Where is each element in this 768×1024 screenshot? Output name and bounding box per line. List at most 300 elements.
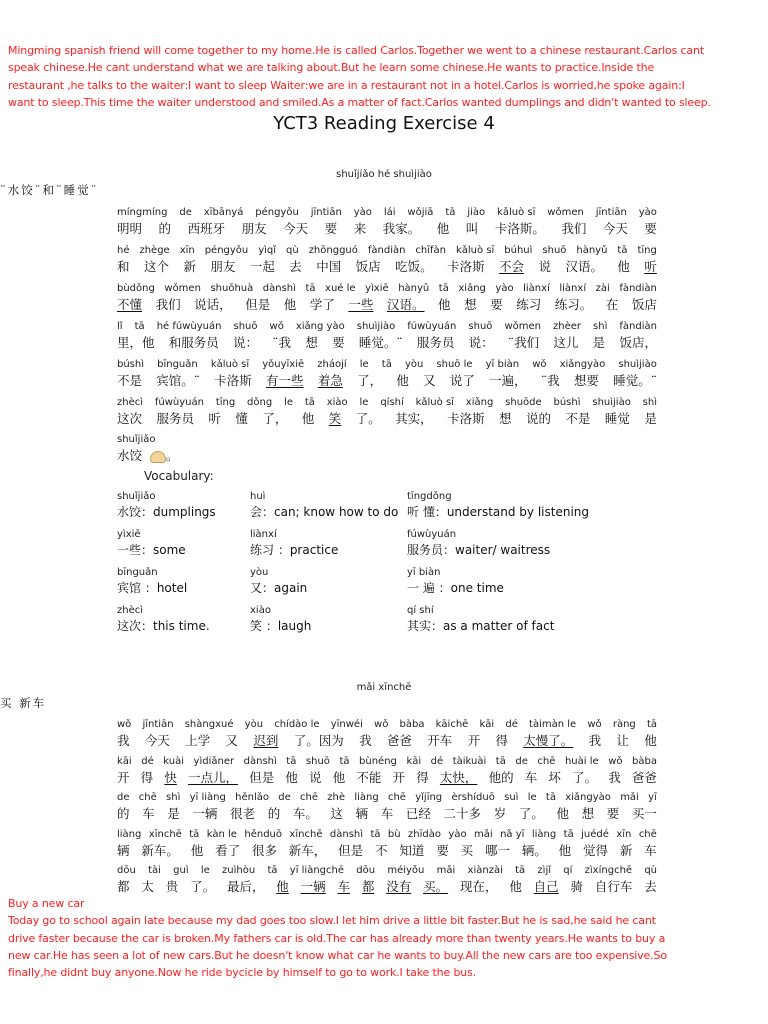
- vocabulary-heading: Vocabulary:: [144, 469, 214, 483]
- hanzi-word: 中国: [316, 259, 342, 274]
- hanzi-word: 这次: [117, 411, 143, 426]
- pinyin-word: ràng: [612, 719, 636, 730]
- hanzi-line: [117, 296, 657, 313]
- vocab-pinyin: yòu: [250, 567, 269, 578]
- hanzi-word: 睡觉: [604, 411, 630, 426]
- hanzi-word: 自己: [533, 879, 559, 894]
- hanzi-word: 他: [301, 411, 315, 426]
- hanzi-word: 说了: [449, 373, 475, 388]
- pinyin-word: juédé: [581, 828, 609, 840]
- pinyin-word: yǒuyīxiē: [262, 359, 305, 370]
- hanzi-word: 不懂: [117, 297, 143, 312]
- text-row: [117, 864, 657, 895]
- pinyin-word: kāi: [117, 755, 132, 767]
- hanzi-word: 看了: [215, 842, 241, 858]
- hanzi-word: 其实，: [395, 411, 433, 426]
- pinyin-word: xiǎngyào: [559, 359, 606, 370]
- pinyin-word: jiào: [467, 207, 486, 218]
- pinyin-word: tā: [646, 719, 657, 730]
- hanzi-word: 朋友: [210, 259, 236, 274]
- vocab-pinyin: shuǐjiǎo: [117, 491, 156, 502]
- story1-last-row: shuǐjiǎo 水饺 。: [117, 433, 657, 464]
- text-row: [117, 320, 657, 351]
- pinyin-word: wǒjiā: [407, 207, 434, 218]
- pinyin-word: yòu: [244, 719, 264, 730]
- hanzi-word: 汉语。: [386, 297, 425, 312]
- hanzi-word: 岁: [493, 806, 507, 821]
- hanzi-word: 开车: [427, 733, 453, 748]
- hanzi-word: 叫: [465, 221, 479, 236]
- hanzi-word: 现在，: [459, 879, 498, 894]
- pinyin-word: shuōde: [505, 397, 542, 408]
- pinyin-word: shuìjiào: [618, 359, 657, 370]
- hanzi-word: 得: [416, 769, 429, 785]
- hanzi-word: 不: [375, 842, 388, 858]
- pinyin-word: zhèer: [553, 321, 582, 332]
- hanzi-word: 新: [183, 259, 196, 274]
- hanzi-word: 卡洛斯: [447, 259, 485, 274]
- vocab-pinyin: xiào: [250, 605, 271, 616]
- hanzi-word: 一起: [249, 259, 275, 274]
- hanzi-word: 他: [283, 297, 297, 312]
- pinyin-word: de: [278, 792, 291, 803]
- hanzi-word: 了，: [357, 373, 383, 388]
- story2-title-hanzi: 买 新车: [0, 696, 47, 710]
- hanzi-word: 不能: [356, 769, 382, 785]
- pinyin-word: kāi: [479, 719, 495, 730]
- pinyin-word: hànyǔ: [398, 283, 430, 294]
- note-line: restaurant ,he talks to the waiter:I want to sleep Waiter:we are in a restaurant not in a hotel.Carlos is worried,he spoke again:I: [8, 78, 685, 92]
- hanzi-word: 一辆: [192, 806, 218, 821]
- hanzi-word: 今天: [602, 221, 628, 236]
- pinyin-word: tā: [134, 321, 145, 332]
- hanzi-line: [117, 732, 657, 749]
- hanzi-word: 要: [436, 842, 449, 858]
- pinyin-word: le: [200, 865, 210, 876]
- text-row: [117, 718, 657, 749]
- hanzi-word: 今天: [144, 733, 170, 748]
- vocab-definition: 宾馆 ：hotel: [117, 581, 188, 595]
- hanzi-word: 让: [616, 733, 629, 748]
- pinyin-line: [117, 718, 657, 732]
- hanzi-word: 哪一: [484, 842, 510, 858]
- hanzi-word: 车: [644, 842, 657, 858]
- pinyin-word: yào: [448, 828, 467, 840]
- pinyin-word: wǒ: [269, 321, 284, 332]
- pinyin-word: le: [527, 792, 537, 803]
- pinyin-word: búhuì: [504, 245, 533, 256]
- hanzi-word: 买一: [631, 806, 657, 821]
- pinyin-word: tā: [617, 245, 628, 256]
- hanzi-word: 这: [330, 806, 343, 821]
- pinyin-word: qí: [563, 865, 573, 876]
- hanzi-word: 太快，: [439, 769, 478, 785]
- hanzi-word: 说话，: [194, 297, 232, 312]
- hanzi-word: 我家。: [382, 221, 421, 236]
- pinyin-word: hànyǔ: [576, 245, 608, 256]
- hanzi-word: 了。: [190, 879, 216, 894]
- pinyin-word: tā: [563, 828, 574, 840]
- hanzi-word: 车: [380, 806, 394, 821]
- hanzi-word: 想要: [573, 373, 599, 388]
- pinyin-word: wǒ: [532, 359, 547, 370]
- note-line: new car.He has seen a lot of new cars.But he doesn't know what car he wants to buy.All the new cars are too expensive.So: [8, 948, 667, 962]
- hanzi-word: 要: [606, 806, 620, 821]
- note-line: Mingming spanish friend will come together to my home.He is called Carlos.Together we went to a chinese restaurant.Carlos cant: [8, 44, 704, 57]
- pinyin-word: tàimàn le: [529, 719, 577, 730]
- hanzi-word: 是: [644, 411, 657, 426]
- text-row: [117, 244, 657, 275]
- hanzi-line: [117, 410, 657, 427]
- pinyin-word: shuìjiào: [592, 397, 631, 408]
- pinyin-word: wǒmen: [164, 283, 201, 294]
- pinyin-word: lái: [383, 207, 396, 218]
- pinyin-word: zhècì: [117, 397, 144, 408]
- hanzi-word: 里，他: [117, 335, 155, 350]
- pinyin-word: mǎi: [436, 865, 456, 876]
- hanzi-word: 得: [495, 733, 508, 748]
- pinyin-line: [117, 828, 657, 842]
- pinyin-word: zhè: [327, 792, 346, 803]
- hanzi-word: 了。因为: [293, 733, 344, 748]
- pinyin-word: bàba: [399, 719, 425, 730]
- hanzi-word: 我们: [155, 297, 181, 312]
- pinyin-line: [117, 320, 657, 334]
- hanzi-word: 很老: [230, 806, 256, 821]
- hanzi-word: 朋友: [241, 221, 267, 236]
- pinyin-word: xiǎng yào: [295, 321, 345, 332]
- hanzi-word: 辆。: [521, 842, 547, 858]
- pinyin-word: jīntiān: [142, 719, 174, 730]
- hanzi-word: 都: [361, 879, 375, 894]
- hanzi-word: 已经: [405, 806, 431, 821]
- pinyin-word: xué le: [325, 283, 356, 294]
- vocab-pinyin: huì: [250, 491, 266, 502]
- vocab-item: [250, 528, 338, 559]
- pinyin-word: dǒng: [247, 397, 273, 408]
- pinyin-word: chīfàn: [415, 245, 447, 256]
- hanzi-word: 一遍，: [489, 373, 527, 388]
- pinyin-word: shuǐjiǎo: [117, 434, 156, 445]
- pinyin-word: yìdiǎner: [193, 755, 235, 767]
- note-line: Buy a new car: [8, 897, 85, 910]
- hanzi-word: 要: [490, 297, 503, 312]
- hanzi-word: 开: [392, 769, 406, 785]
- hanzi-word: 他: [396, 373, 409, 388]
- dumpling-icon: [150, 451, 166, 463]
- pinyin-word: shì: [593, 321, 608, 332]
- pinyin-word: tā: [381, 359, 392, 370]
- hanzi-word: 爸爸: [386, 733, 412, 748]
- hanzi-word: 卡洛斯: [214, 373, 252, 388]
- vocab-definition: 这次：this time.: [117, 619, 210, 633]
- pinyin-word: guì: [173, 865, 189, 876]
- pinyin-word: de: [515, 755, 528, 767]
- vocab-item: [407, 604, 554, 635]
- hanzi-word: 他: [644, 733, 657, 748]
- pinyin-word: bùdǒng: [117, 283, 155, 294]
- vocab-item: [407, 566, 504, 597]
- pinyin-word: wǒmen: [547, 207, 584, 218]
- pinyin-word: tā: [445, 207, 456, 218]
- pinyin-word: zhōngguó: [308, 245, 358, 256]
- hanzi-word: 这个: [143, 259, 169, 274]
- pinyin-word: èrshíduō: [451, 792, 495, 803]
- pinyin-word: kǎluò sī: [455, 245, 495, 256]
- text-row: [117, 755, 657, 786]
- vocab-item: [250, 604, 311, 635]
- pinyin-word: bīnguǎn: [157, 359, 198, 370]
- hanzi-word: 新车。: [141, 842, 179, 858]
- vocab-pinyin: yī biàn: [407, 567, 441, 578]
- pinyin-word: zháojí: [317, 359, 347, 370]
- pinyin-word: chē: [537, 755, 556, 767]
- hanzi-word: 了。: [572, 769, 598, 785]
- pinyin-word: kàn le: [206, 828, 237, 840]
- hanzi-word: 最后，: [226, 879, 265, 894]
- hanzi-word: 的: [267, 806, 281, 821]
- pinyin-word: tā: [189, 828, 200, 840]
- hanzi-line: [117, 878, 657, 895]
- pinyin-line: [117, 282, 657, 296]
- hanzi-word: 练习。: [554, 297, 593, 312]
- pinyin-word: kāichē: [435, 719, 469, 730]
- hanzi-word: 但是: [338, 842, 364, 858]
- hanzi-line: [117, 334, 657, 351]
- hanzi-word: 坏: [548, 769, 561, 785]
- hanzi-word: 要: [332, 335, 345, 350]
- hanzi-word: 他: [285, 769, 298, 785]
- vocab-pinyin: zhècì: [117, 605, 144, 616]
- hanzi-word: 新车，: [288, 842, 327, 858]
- pinyin-word: dé: [430, 755, 444, 767]
- pinyin-word: shuìjiào: [356, 321, 396, 332]
- pinyin-word: kuài: [163, 755, 184, 767]
- hanzi-word: 他的: [488, 769, 514, 785]
- pinyin-word: bàba: [632, 755, 657, 767]
- pinyin-word: wǒmen: [504, 321, 541, 332]
- pinyin-word: le: [359, 397, 369, 408]
- pinyin-word: yòu: [404, 359, 424, 370]
- hanzi-word: 得: [140, 769, 154, 785]
- translation-note-top: [8, 42, 760, 111]
- hanzi-word: 但是: [249, 769, 275, 785]
- pinyin-word: yǐjīng: [415, 792, 443, 803]
- hanzi-word: 爸爸: [631, 769, 657, 785]
- pinyin-word: zài: [595, 283, 610, 294]
- pinyin-word: dōu: [356, 865, 376, 876]
- text-row: [117, 396, 657, 427]
- pinyin-word: liànxí: [559, 283, 587, 294]
- hanzi-word: 有一些: [266, 373, 304, 388]
- pinyin-word: yī liàng: [189, 792, 226, 803]
- pinyin-word: shì: [642, 397, 657, 408]
- vocab-item: [407, 490, 589, 521]
- hanzi-word: 说的: [525, 411, 551, 426]
- hanzi-word: 水饺: [117, 448, 143, 463]
- hanzi-word: 我: [588, 733, 602, 748]
- pinyin-word: xībānyá: [203, 207, 244, 218]
- vocab-definition: 又：again: [250, 581, 308, 595]
- story1-title-hanzi: ¨水饺¨和¨睡觉¨: [0, 183, 99, 197]
- hanzi-line: [117, 372, 657, 389]
- hanzi-word: 饭店，: [619, 335, 657, 350]
- vocab-item: [250, 566, 307, 597]
- hanzi-word: 和服务员: [168, 335, 219, 350]
- hanzi-word: 我: [117, 733, 130, 748]
- hanzi-word: 辆: [355, 806, 369, 821]
- pinyin-line: [117, 244, 657, 258]
- vocab-definition: 听 懂：understand by listening: [407, 505, 590, 519]
- pinyin-word: shuō: [233, 321, 258, 332]
- pinyin-word: xiǎngyào: [565, 792, 611, 803]
- hanzi-line: [117, 805, 657, 822]
- hanzi-word: 了。: [518, 806, 544, 821]
- vocab-pinyin: liànxí: [250, 529, 277, 540]
- hanzi-word: 不是: [117, 373, 143, 388]
- hanzi-word: 买: [460, 842, 474, 858]
- pinyin-word: míngmíng: [117, 207, 168, 218]
- hanzi-word: 睡觉。¨: [358, 335, 403, 350]
- pinyin-word: tā: [305, 283, 316, 294]
- hanzi-word: 想: [464, 297, 477, 312]
- pinyin-word: chē: [138, 792, 157, 803]
- pinyin-line: [117, 358, 657, 372]
- hanzi-word: 说：: [233, 335, 259, 350]
- hanzi-word: 车。: [292, 806, 318, 821]
- hanzi-word: 他: [190, 842, 204, 858]
- hanzi-word: 卡洛斯: [447, 411, 485, 426]
- pinyin-word: shuōhuà: [210, 283, 254, 294]
- pinyin-word: yī: [648, 792, 657, 803]
- pinyin-word: xīn: [616, 828, 632, 840]
- vocab-pinyin: bīnguǎn: [117, 567, 158, 578]
- pinyin-word: qù: [286, 245, 299, 256]
- pinyin-word: tā: [339, 755, 350, 767]
- vocab-definition: 一 遍 ：one time: [407, 581, 504, 595]
- pinyin-word: le: [359, 359, 369, 370]
- hanzi-word: 今天: [283, 221, 309, 236]
- hanzi-word: 我: [608, 769, 621, 785]
- hanzi-word: 汉语。: [565, 259, 603, 274]
- pinyin-word: qù: [644, 865, 657, 876]
- pinyin-word: hěnlǎo: [235, 792, 269, 803]
- hanzi-word: 着急: [317, 373, 343, 388]
- pinyin-word: chē: [300, 792, 319, 803]
- pinyin-word: kāi: [406, 755, 422, 767]
- pinyin-word: tā: [267, 865, 278, 876]
- pinyin-word: zuìhòu: [222, 865, 256, 876]
- hanzi-word: 车: [524, 769, 538, 785]
- text-row: [117, 206, 657, 237]
- hanzi-word: 车: [337, 879, 351, 894]
- vocab-pinyin: qí shí: [407, 605, 434, 616]
- pinyin-word: chē: [387, 792, 406, 803]
- hanzi-word: 开: [117, 769, 130, 785]
- hanzi-word: 服务员: [416, 335, 455, 350]
- pinyin-word: dànshì: [243, 755, 277, 767]
- pinyin-word: chē: [638, 828, 657, 840]
- pinyin-word: tàikuài: [452, 755, 487, 767]
- hanzi-word: 新: [619, 842, 633, 858]
- pinyin-word: shàngxué: [184, 719, 234, 730]
- hanzi-word: 他: [438, 297, 451, 312]
- pinyin-word: fúwùyuán: [154, 397, 204, 408]
- pinyin-word: shuō le: [436, 359, 473, 370]
- pinyin-word: tā: [304, 397, 315, 408]
- pinyin-line: [117, 791, 657, 805]
- hanzi-word: 饭店: [631, 297, 657, 312]
- hanzi-line: [117, 769, 657, 786]
- hanzi-word: 一点儿，: [188, 769, 239, 785]
- vocab-pinyin: yìxiē: [117, 529, 141, 540]
- pinyin-word: hé: [117, 245, 130, 256]
- pinyin-word: xiǎng: [465, 397, 494, 408]
- hanzi-word: 去: [289, 259, 302, 274]
- pinyin-word: fàndiàn: [367, 245, 406, 256]
- pinyin-word: zhège: [139, 245, 170, 256]
- hanzi-word: 吃饭。: [395, 259, 433, 274]
- hanzi-word: 西班牙: [187, 221, 226, 236]
- pinyin-word: liàng: [354, 792, 379, 803]
- hanzi-word: 懂: [235, 411, 248, 426]
- pinyin-word: xīn: [179, 245, 195, 256]
- pinyin-word: qíshí: [380, 397, 404, 408]
- text-row: [117, 358, 657, 389]
- hanzi-word: 觉得: [583, 842, 609, 858]
- pinyin-word: kǎluò sī: [497, 207, 536, 218]
- pinyin-line: [117, 206, 657, 220]
- pinyin-word: yào: [353, 207, 372, 218]
- hanzi-word: 一辆: [300, 879, 326, 894]
- hanzi-word: 车: [142, 806, 155, 821]
- hanzi-word: 他: [617, 259, 630, 274]
- hanzi-word: ¨我: [540, 373, 560, 388]
- pinyin-word: hé fúwùyuán: [156, 321, 222, 332]
- hanzi-word: 但是: [245, 297, 271, 312]
- hanzi-word: 了，: [262, 411, 288, 426]
- note-line: Today go to school again late because my dad goes too slow.I let him drive a little bit faster.But he is sad,he said he cant: [8, 914, 656, 928]
- pinyin-line: [117, 864, 657, 878]
- page-title: YCT3 Reading Exercise 4: [273, 113, 495, 134]
- pinyin-word: mǎi: [474, 828, 493, 840]
- note-line: speak chinese.He cant understand what we are talking about.But he learn some chinese.He wants to practice.Inside the: [8, 61, 655, 75]
- hanzi-word: 想: [499, 411, 512, 426]
- hanzi-word: 不是: [565, 411, 591, 426]
- pinyin-word: yī liàngchē: [289, 865, 345, 876]
- pinyin-word: shuō: [305, 755, 330, 767]
- pinyin-word: tīng: [215, 397, 236, 408]
- hanzi-word: 想: [581, 806, 595, 821]
- hanzi-word: 练习: [516, 297, 542, 312]
- hanzi-word: 他: [436, 221, 450, 236]
- pinyin-word: shì: [166, 792, 181, 803]
- hanzi-line: [117, 258, 657, 275]
- story2-title-pinyin: mǎi xīnchē: [356, 682, 412, 693]
- note-line: finally,he didnt buy anyone.Now he ride bycicle by himself to go to work.I take the bus.: [8, 966, 477, 980]
- pinyin-word: dōu: [117, 865, 136, 876]
- pinyin-word: le: [284, 397, 293, 408]
- hanzi-word: 他: [276, 879, 289, 894]
- hanzi-word: 要: [324, 221, 338, 236]
- hanzi-word: 听: [644, 259, 657, 274]
- vocab-definition: 一些：some: [117, 543, 186, 557]
- pinyin-word: xiào: [326, 397, 348, 408]
- hanzi-word: 想: [305, 335, 318, 350]
- pinyin-word: zìxíngchē: [584, 865, 633, 876]
- pinyin-word: tā: [438, 283, 449, 294]
- hanzi-word: 说：: [468, 335, 494, 350]
